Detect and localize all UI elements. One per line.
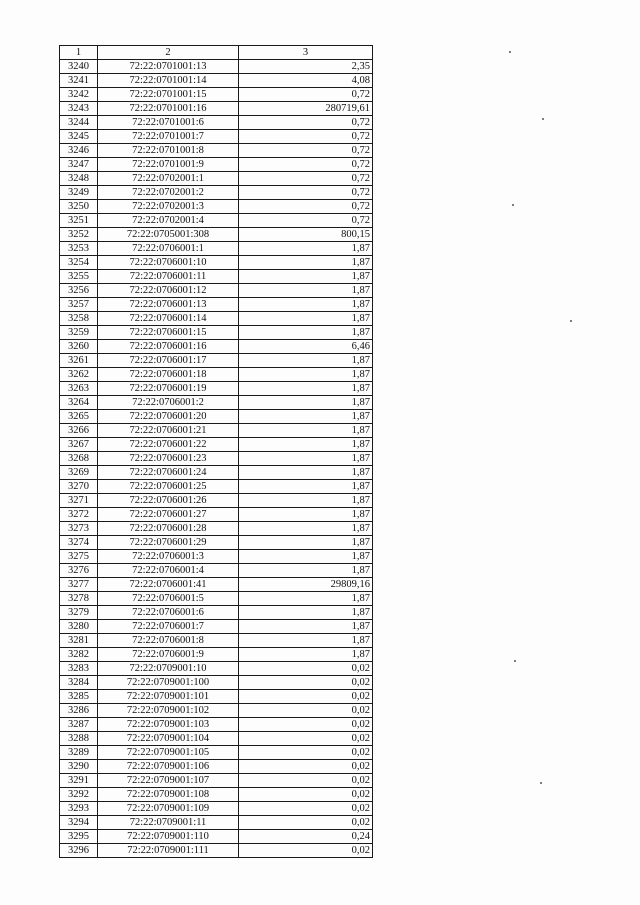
table-row — [60, 536, 373, 550]
table-row — [60, 788, 373, 802]
table-row — [60, 760, 373, 774]
cadastral-number-cell: 72:22:0701001:13 — [98, 60, 239, 74]
table-row — [60, 494, 373, 508]
value-cell: 0,72 — [239, 172, 373, 186]
row-number-cell: 3256 — [60, 284, 98, 298]
row-number-cell: 3255 — [60, 270, 98, 284]
table-row — [60, 396, 373, 410]
row-number-cell: 3241 — [60, 74, 98, 88]
cadastral-number-cell: 72:22:0709001:110 — [98, 830, 239, 844]
table-row — [60, 522, 373, 536]
table-row — [60, 424, 373, 438]
table-row — [60, 732, 373, 746]
row-number-cell: 3285 — [60, 690, 98, 704]
cadastral-number-cell: 72:22:0706001:9 — [98, 648, 239, 662]
table-row — [60, 88, 373, 102]
row-number-cell: 3263 — [60, 382, 98, 396]
cadastral-number-cell: 72:22:0709001:103 — [98, 718, 239, 732]
table-row — [60, 102, 373, 116]
table-row — [60, 480, 373, 494]
cadastral-number-cell: 72:22:0706001:4 — [98, 564, 239, 578]
row-number-cell: 3260 — [60, 340, 98, 354]
table-row — [60, 606, 373, 620]
value-cell: 1,87 — [239, 382, 373, 396]
value-cell: 800,15 — [239, 228, 373, 242]
cadastral-number-cell: 72:22:0706001:19 — [98, 382, 239, 396]
value-cell: 0,72 — [239, 116, 373, 130]
row-number-cell: 3246 — [60, 144, 98, 158]
table-row — [60, 270, 373, 284]
cadastral-number-cell: 72:22:0709001:11 — [98, 816, 239, 830]
value-cell: 1,87 — [239, 410, 373, 424]
value-cell: 1,87 — [239, 368, 373, 382]
table-row — [60, 382, 373, 396]
cadastral-number-cell: 72:22:0706001:28 — [98, 522, 239, 536]
value-cell: 0,02 — [239, 746, 373, 760]
row-number-cell: 3279 — [60, 606, 98, 620]
table-row — [60, 256, 373, 270]
row-number-cell: 3250 — [60, 200, 98, 214]
cadastral-number-cell: 72:22:0706001:7 — [98, 620, 239, 634]
cadastral-number-cell: 72:22:0705001:308 — [98, 228, 239, 242]
value-cell: 0,72 — [239, 144, 373, 158]
value-cell: 1,87 — [239, 620, 373, 634]
table-row — [60, 816, 373, 830]
value-cell: 0,02 — [239, 704, 373, 718]
cadastral-number-cell: 72:22:0706001:24 — [98, 466, 239, 480]
row-number-cell: 3273 — [60, 522, 98, 536]
value-cell: 1,87 — [239, 634, 373, 648]
row-number-cell: 3259 — [60, 326, 98, 340]
value-cell: 1,87 — [239, 312, 373, 326]
cadastral-number-cell: 72:22:0702001:4 — [98, 214, 239, 228]
row-number-cell: 3283 — [60, 662, 98, 676]
value-cell: 1,87 — [239, 522, 373, 536]
value-cell: 1,87 — [239, 564, 373, 578]
table-row — [60, 326, 373, 340]
cadastral-number-cell: 72:22:0709001:108 — [98, 788, 239, 802]
row-number-cell: 3270 — [60, 480, 98, 494]
cadastral-number-cell: 72:22:0706001:22 — [98, 438, 239, 452]
table-row — [60, 312, 373, 326]
row-number-cell: 3290 — [60, 760, 98, 774]
table-header — [60, 46, 373, 60]
cadastral-number-cell: 72:22:0701001:8 — [98, 144, 239, 158]
value-cell: 1,87 — [239, 242, 373, 256]
cadastral-number-cell: 72:22:0706001:15 — [98, 326, 239, 340]
cadastral-number-cell: 72:22:0701001:15 — [98, 88, 239, 102]
table-row — [60, 172, 373, 186]
table-row — [60, 830, 373, 844]
value-cell: 1,87 — [239, 284, 373, 298]
value-cell: 1,87 — [239, 536, 373, 550]
cadastral-number-cell: 72:22:0706001:25 — [98, 480, 239, 494]
row-number-cell: 3275 — [60, 550, 98, 564]
table-row — [60, 354, 373, 368]
value-cell: 1,87 — [239, 494, 373, 508]
cadastral-number-cell: 72:22:0706001:14 — [98, 312, 239, 326]
cadastral-number-cell: 72:22:0701001:6 — [98, 116, 239, 130]
table-row — [60, 284, 373, 298]
row-number-cell: 3272 — [60, 508, 98, 522]
table-row — [60, 200, 373, 214]
cadastral-number-cell: 72:22:0706001:29 — [98, 536, 239, 550]
row-number-cell: 3292 — [60, 788, 98, 802]
table-row — [60, 158, 373, 172]
cadastral-number-cell: 72:22:0706001:8 — [98, 634, 239, 648]
cadastral-number-cell: 72:22:0709001:10 — [98, 662, 239, 676]
table-row — [60, 648, 373, 662]
cadastral-number-cell: 72:22:0701001:7 — [98, 130, 239, 144]
row-number-cell: 3296 — [60, 844, 98, 858]
table-body — [60, 60, 373, 858]
header-col-2: 2 — [98, 46, 239, 60]
row-number-cell: 3264 — [60, 396, 98, 410]
cadastral-number-cell: 72:22:0709001:101 — [98, 690, 239, 704]
cadastral-number-cell: 72:22:0706001:10 — [98, 256, 239, 270]
value-cell: 0,02 — [239, 760, 373, 774]
cadastral-number-cell: 72:22:0709001:107 — [98, 774, 239, 788]
header-row — [60, 46, 373, 60]
value-cell: 0,02 — [239, 718, 373, 732]
row-number-cell: 3254 — [60, 256, 98, 270]
scan-speck — [570, 320, 572, 322]
cadastral-number-cell: 72:22:0701001:14 — [98, 74, 239, 88]
cadastral-number-cell: 72:22:0706001:5 — [98, 592, 239, 606]
value-cell: 1,87 — [239, 508, 373, 522]
cadastral-number-cell: 72:22:0701001:9 — [98, 158, 239, 172]
row-number-cell: 3247 — [60, 158, 98, 172]
cadastral-number-cell: 72:22:0706001:6 — [98, 606, 239, 620]
row-number-cell: 3287 — [60, 718, 98, 732]
value-cell: 1,87 — [239, 452, 373, 466]
cadastral-number-cell: 72:22:0709001:106 — [98, 760, 239, 774]
row-number-cell: 3267 — [60, 438, 98, 452]
value-cell: 0,72 — [239, 214, 373, 228]
header-col-1: 1 — [60, 46, 98, 60]
row-number-cell: 3243 — [60, 102, 98, 116]
row-number-cell: 3291 — [60, 774, 98, 788]
row-number-cell: 3265 — [60, 410, 98, 424]
value-cell: 0,02 — [239, 816, 373, 830]
value-cell: 1,87 — [239, 606, 373, 620]
table-row — [60, 340, 373, 354]
header-col-3: 3 — [239, 46, 373, 60]
value-cell: 0,72 — [239, 158, 373, 172]
value-cell: 0,02 — [239, 732, 373, 746]
cadastral-number-cell: 72:22:0706001:20 — [98, 410, 239, 424]
table-row — [60, 368, 373, 382]
row-number-cell: 3280 — [60, 620, 98, 634]
cadastral-number-cell: 72:22:0701001:16 — [98, 102, 239, 116]
value-cell: 1,87 — [239, 648, 373, 662]
value-cell: 0,02 — [239, 788, 373, 802]
cadastral-number-cell: 72:22:0706001:41 — [98, 578, 239, 592]
value-cell: 1,87 — [239, 438, 373, 452]
table-row — [60, 844, 373, 858]
cadastral-number-cell: 72:22:0709001:104 — [98, 732, 239, 746]
scan-speck — [509, 51, 511, 53]
table-row — [60, 662, 373, 676]
value-cell: 0,02 — [239, 802, 373, 816]
scan-speck — [512, 204, 514, 206]
table-row — [60, 452, 373, 466]
cadastral-number-cell: 72:22:0706001:27 — [98, 508, 239, 522]
cadastral-number-cell: 72:22:0709001:102 — [98, 704, 239, 718]
table-row — [60, 746, 373, 760]
row-number-cell: 3289 — [60, 746, 98, 760]
row-number-cell: 3268 — [60, 452, 98, 466]
value-cell: 1,87 — [239, 270, 373, 284]
row-number-cell: 3240 — [60, 60, 98, 74]
cadastral-number-cell: 72:22:0706001:23 — [98, 452, 239, 466]
table-row — [60, 578, 373, 592]
row-number-cell: 3274 — [60, 536, 98, 550]
scan-speck — [514, 660, 516, 662]
data-table — [59, 45, 373, 858]
table-row — [60, 508, 373, 522]
cadastral-number-cell: 72:22:0709001:100 — [98, 676, 239, 690]
table-row — [60, 438, 373, 452]
table-row — [60, 74, 373, 88]
table-row — [60, 774, 373, 788]
row-number-cell: 3293 — [60, 802, 98, 816]
value-cell: 0,02 — [239, 676, 373, 690]
cadastral-number-cell: 72:22:0706001:21 — [98, 424, 239, 438]
cadastral-number-cell: 72:22:0706001:3 — [98, 550, 239, 564]
row-number-cell: 3262 — [60, 368, 98, 382]
row-number-cell: 3253 — [60, 242, 98, 256]
value-cell: 0,24 — [239, 830, 373, 844]
row-number-cell: 3295 — [60, 830, 98, 844]
row-number-cell: 3271 — [60, 494, 98, 508]
scan-speck — [542, 118, 544, 120]
table-row — [60, 144, 373, 158]
cadastral-number-cell: 72:22:0709001:111 — [98, 844, 239, 858]
cadastral-number-cell: 72:22:0709001:109 — [98, 802, 239, 816]
value-cell: 0,02 — [239, 844, 373, 858]
cadastral-number-cell: 72:22:0709001:105 — [98, 746, 239, 760]
row-number-cell: 3269 — [60, 466, 98, 480]
value-cell: 1,87 — [239, 256, 373, 270]
value-cell: 0,72 — [239, 88, 373, 102]
value-cell: 0,72 — [239, 200, 373, 214]
table-row — [60, 690, 373, 704]
value-cell: 0,02 — [239, 662, 373, 676]
row-number-cell: 3282 — [60, 648, 98, 662]
cadastral-number-cell: 72:22:0702001:3 — [98, 200, 239, 214]
table-row — [60, 620, 373, 634]
row-number-cell: 3248 — [60, 172, 98, 186]
cadastral-number-cell: 72:22:0706001:12 — [98, 284, 239, 298]
row-number-cell: 3281 — [60, 634, 98, 648]
row-number-cell: 3288 — [60, 732, 98, 746]
table-row — [60, 298, 373, 312]
cadastral-number-cell: 72:22:0706001:16 — [98, 340, 239, 354]
cadastral-number-cell: 72:22:0706001:17 — [98, 354, 239, 368]
table-row — [60, 802, 373, 816]
row-number-cell: 3261 — [60, 354, 98, 368]
table-row — [60, 592, 373, 606]
table-row — [60, 550, 373, 564]
table-row — [60, 228, 373, 242]
table-row — [60, 718, 373, 732]
value-cell: 1,87 — [239, 466, 373, 480]
row-number-cell: 3242 — [60, 88, 98, 102]
cadastral-number-cell: 72:22:0706001:13 — [98, 298, 239, 312]
value-cell: 0,02 — [239, 690, 373, 704]
row-number-cell: 3251 — [60, 214, 98, 228]
table-row — [60, 676, 373, 690]
value-cell: 2,35 — [239, 60, 373, 74]
row-number-cell: 3278 — [60, 592, 98, 606]
cadastral-number-cell: 72:22:0706001:26 — [98, 494, 239, 508]
row-number-cell: 3266 — [60, 424, 98, 438]
row-number-cell: 3277 — [60, 578, 98, 592]
value-cell: 1,87 — [239, 354, 373, 368]
row-number-cell: 3249 — [60, 186, 98, 200]
row-number-cell: 3257 — [60, 298, 98, 312]
cadastral-number-cell: 72:22:0706001:1 — [98, 242, 239, 256]
value-cell: 1,87 — [239, 396, 373, 410]
value-cell: 1,87 — [239, 298, 373, 312]
value-cell: 280719,61 — [239, 102, 373, 116]
table-row — [60, 214, 373, 228]
cadastral-number-cell: 72:22:0706001:18 — [98, 368, 239, 382]
cadastral-number-cell: 72:22:0702001:1 — [98, 172, 239, 186]
value-cell: 1,87 — [239, 550, 373, 564]
row-number-cell: 3294 — [60, 816, 98, 830]
value-cell: 29809,16 — [239, 578, 373, 592]
table-row — [60, 564, 373, 578]
value-cell: 1,87 — [239, 424, 373, 438]
table-row — [60, 116, 373, 130]
row-number-cell: 3252 — [60, 228, 98, 242]
table-row — [60, 634, 373, 648]
row-number-cell: 3258 — [60, 312, 98, 326]
value-cell: 1,87 — [239, 326, 373, 340]
scan-speck — [540, 782, 542, 784]
value-cell: 1,87 — [239, 592, 373, 606]
table-row — [60, 410, 373, 424]
cadastral-number-cell: 72:22:0706001:2 — [98, 396, 239, 410]
table-row — [60, 466, 373, 480]
table-row — [60, 704, 373, 718]
value-cell: 4,08 — [239, 74, 373, 88]
row-number-cell: 3245 — [60, 130, 98, 144]
value-cell: 6,46 — [239, 340, 373, 354]
table-row — [60, 130, 373, 144]
table-row — [60, 60, 373, 74]
value-cell: 0,72 — [239, 186, 373, 200]
row-number-cell: 3276 — [60, 564, 98, 578]
row-number-cell: 3286 — [60, 704, 98, 718]
value-cell: 1,87 — [239, 480, 373, 494]
cadastral-number-cell: 72:22:0706001:11 — [98, 270, 239, 284]
table-row — [60, 242, 373, 256]
row-number-cell: 3244 — [60, 116, 98, 130]
cadastral-number-cell: 72:22:0702001:2 — [98, 186, 239, 200]
value-cell: 0,72 — [239, 130, 373, 144]
row-number-cell: 3284 — [60, 676, 98, 690]
value-cell: 0,02 — [239, 774, 373, 788]
table-row — [60, 186, 373, 200]
